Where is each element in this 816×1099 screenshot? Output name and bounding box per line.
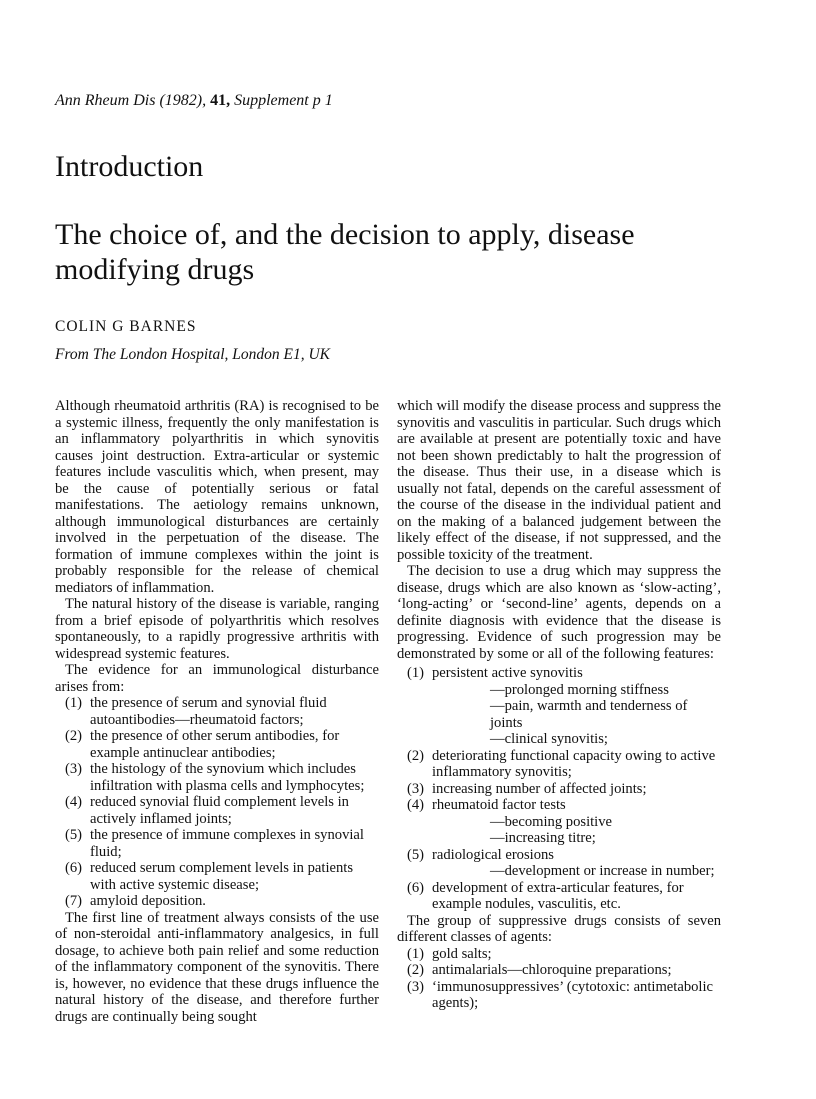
evidence-list [55, 695, 379, 910]
list-item: (4) rheumatoid factor tests [407, 797, 566, 813]
section-title: Introduction [55, 150, 204, 183]
list-item: (1) gold salts; [407, 945, 492, 962]
left-column [55, 398, 379, 1025]
list-item: (3) ‘immunosuppressives’ (cytotoxic: antimetabolic agents); [407, 978, 714, 1011]
drug-classes-list [397, 946, 721, 1012]
journal-name: Ann Rheum Dis [55, 92, 156, 109]
journal-supplement: Supplement p 1 [234, 92, 333, 109]
list-item: (6) development of extra-articular features, for example nodules, vasculitis, etc. [407, 879, 684, 912]
list-item: (3) the histology of the synovium which includes infiltration with plasma cells and lymphocytes; [65, 761, 365, 794]
journal-citation [55, 92, 333, 110]
list-item: (2) antimalarials—chloroquine preparations; [407, 962, 672, 978]
paragraph: Although rheumatoid arthritis (RA) is recognised to be a systemic illness, frequently the only manifestation is an inflammatory polyarthritis in which synovitis causes joint destruction. Extra-articular or systemic features include vasculitis which, when present, may be the cause of potentially serious or fatal manifestations. The aetiology remains unknown, although immunological disturbances are certainly involved in the perpetuation of the disease. The formation of immune complexes within the joint is probably responsible for the release of chemical mediators of inflammation. [55, 398, 379, 596]
author-name: COLIN G BARNES [55, 318, 197, 335]
list-item: (2) the presence of other serum antibodies, for example antinuclear antibodies; [65, 728, 340, 761]
paragraph: The first line of treatment always consists of the use of non-steroidal anti-inflammatory analgesics, in full dosage, to achieve both pain relief and some reduction of the inflammatory component of the synovitis. There is, however, no evidence that these drugs influence the natural history of the disease, and therefore further drugs are continually being sought [55, 909, 379, 1025]
progression-features-list [397, 665, 721, 913]
paragraph: The group of suppressive drugs consists of seven different classes of agents: [397, 912, 721, 945]
article-title: The choice of, and the decision to apply, disease modifying drugs [55, 218, 635, 286]
list-item: (2) deteriorating functional capacity owing to active inflammatory synovitis; [407, 747, 716, 780]
list-sub-item: —clinical synovitis; [490, 731, 608, 747]
paragraph: The decision to use a drug which may suppress the disease, drugs which are also known as ‘slow-acting’, ‘long-acting’ or ‘second-line’ agents, depends on a definite diagnosis with evidence that the disease is progressing. Evidence of such progression may be demonstrated by some or all of the following features: [397, 563, 721, 662]
list-item: (6) reduced serum complement levels in patients with active systemic disease; [65, 860, 354, 893]
paragraph: which will modify the disease process and suppress the synovitis and vasculitis in particular. Such drugs which are available at present are potentially toxic and have not been shown predictably to halt the progression of the disease. Thus their use, in a disease which is usually not fatal, depends on the careful assessment of the course of the disease in the individual patient and on the making of a balanced judgement between the likely effect of the disease, if not suppressed, and the possible toxicity of the treatment. [397, 398, 721, 563]
author-affiliation: From The London Hospital, London E1, UK [55, 346, 331, 363]
list-item: (5) the presence of immune complexes in synovial fluid; [65, 827, 364, 860]
list-item: (1) the presence of serum and synovial fluid autoantibodies—rheumatoid factors; [65, 695, 327, 728]
list-sub-item: —development or increase in number; [490, 863, 715, 879]
list-item: (7) amyloid deposition. [65, 893, 206, 909]
paragraph: The natural history of the disease is variable, ranging from a brief episode of polyarthritis which resolves spontaneously, to a rapidly progressive arthritis with widespread systemic features. [55, 596, 379, 662]
list-item: (4) reduced synovial fluid complement levels in actively inflamed joints; [65, 794, 349, 827]
list-item: (1) persistent active synovitis [407, 665, 583, 681]
list-sub-item: —becoming positive [490, 813, 613, 830]
right-column [397, 398, 721, 1012]
journal-volume: 41, [210, 92, 231, 109]
list-item: (5) radiological erosions [407, 846, 554, 863]
list-sub-item: —increasing titre; [490, 830, 596, 846]
journal-year: (1982), [159, 92, 207, 109]
list-item: (3) increasing number of affected joints; [407, 780, 647, 797]
paragraph: The evidence for an immunological disturbance arises from: [55, 662, 379, 695]
list-sub-item: —prolonged morning stiffness [490, 681, 669, 698]
list-sub-item: —pain, warmth and tenderness of joints [490, 698, 688, 731]
